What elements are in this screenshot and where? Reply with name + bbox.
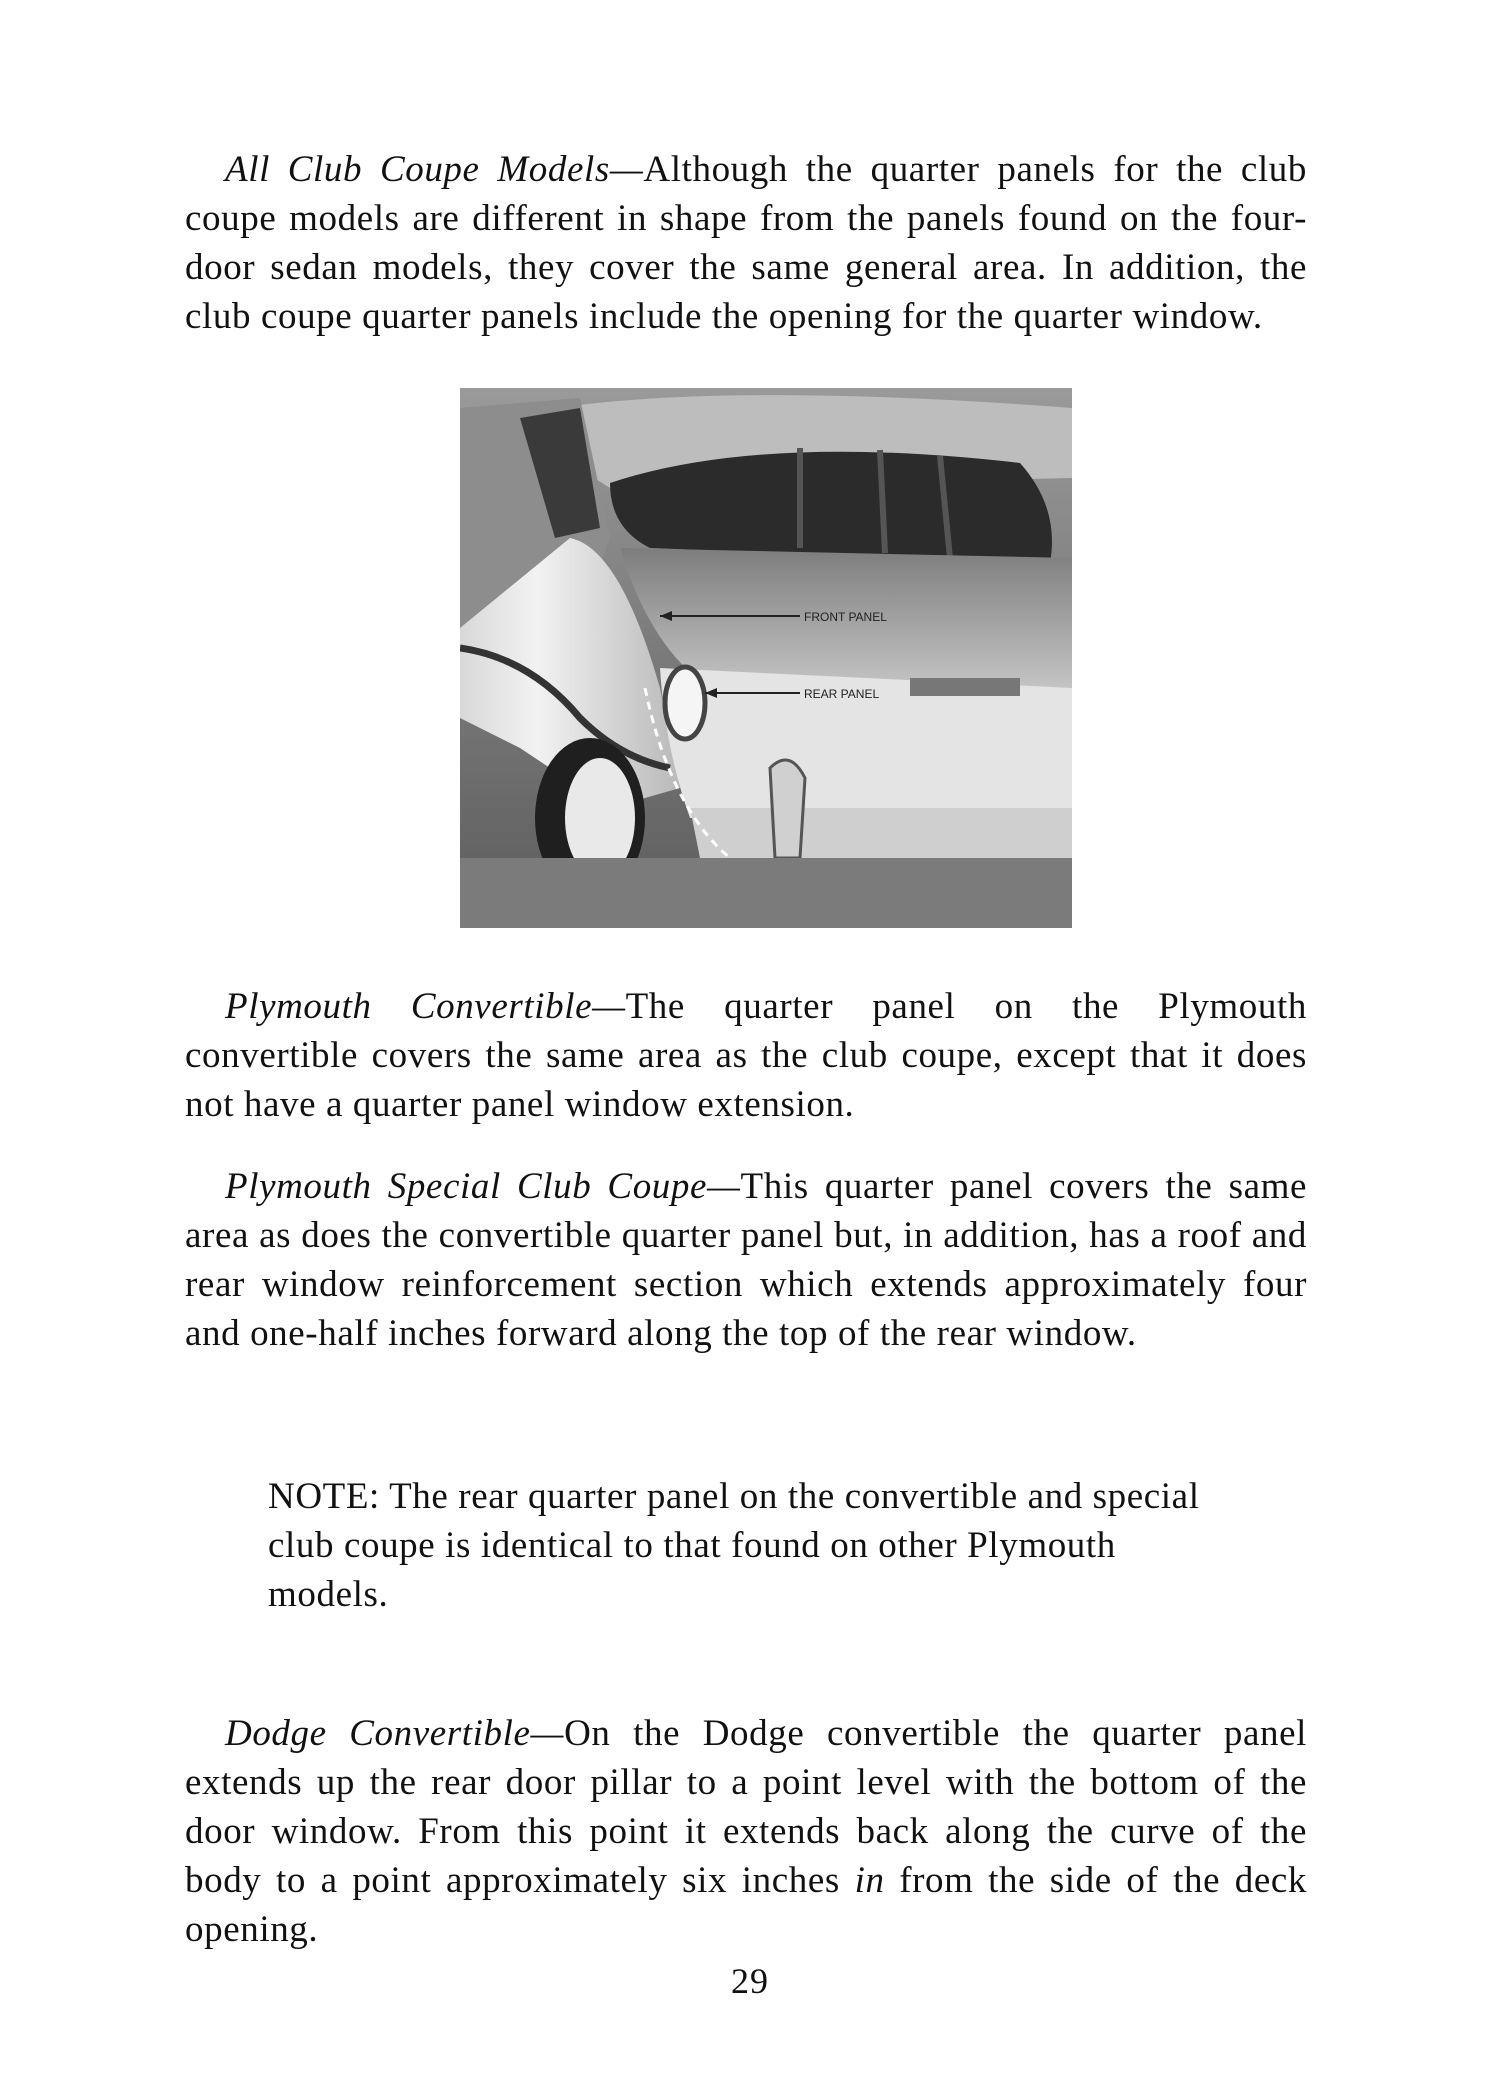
car-rear-quarter-photo bbox=[460, 388, 1072, 928]
front-panel-label: FRONT PANEL bbox=[804, 610, 887, 624]
paragraph-text: Although the quarter panels for the club coupe models are different in shape from the panels found on the four-door sedan models, they cover the same general area. In addition, the club coupe quarter panels include the opening for the quarter window. bbox=[185, 149, 1307, 337]
paragraph-text: On the Dodge convertible the quarter panel extends up the rear door pillar to a point level with the bottom of the door window. From this point it extends back along the curve of the body to a point approximately six inches bbox=[185, 1713, 1307, 1901]
emphasis-in: in bbox=[854, 1860, 885, 1901]
paragraph-lead: Plymouth Convertible— bbox=[225, 986, 626, 1027]
paragraph-special-club-coupe bbox=[185, 1162, 1307, 1358]
paragraph-text-end: from the side of the deck opening. bbox=[185, 1860, 1307, 1950]
paragraph-lead: Plymouth Special Club Coupe— bbox=[225, 1166, 741, 1207]
paragraph-lead: Dodge Convertible— bbox=[225, 1713, 565, 1754]
paragraph-text: The quarter panel on the Plymouth convertible covers the same area as the club coupe, except that it does not have a quarter panel window extension. bbox=[185, 986, 1307, 1125]
rear-panel-label: REAR PANEL bbox=[804, 687, 880, 701]
paragraph-plymouth-convertible bbox=[185, 982, 1307, 1129]
paragraph-club-coupe bbox=[185, 145, 1307, 341]
paragraph-lead: All Club Coupe Models— bbox=[225, 149, 644, 190]
note-block: NOTE: The rear quarter panel on the convertible and special club coupe is identical to that found on other Plymouth models. bbox=[268, 1476, 1200, 1615]
page-number: 29 bbox=[731, 1961, 769, 2001]
paragraph-dodge-convertible bbox=[185, 1709, 1307, 1954]
paragraph-text: This quarter panel covers the same area as does the convertible quarter panel but, in addition, has a roof and rear window reinforcement section which extends approximately four and one-half inches forward along the top of the rear window. bbox=[185, 1166, 1307, 1354]
